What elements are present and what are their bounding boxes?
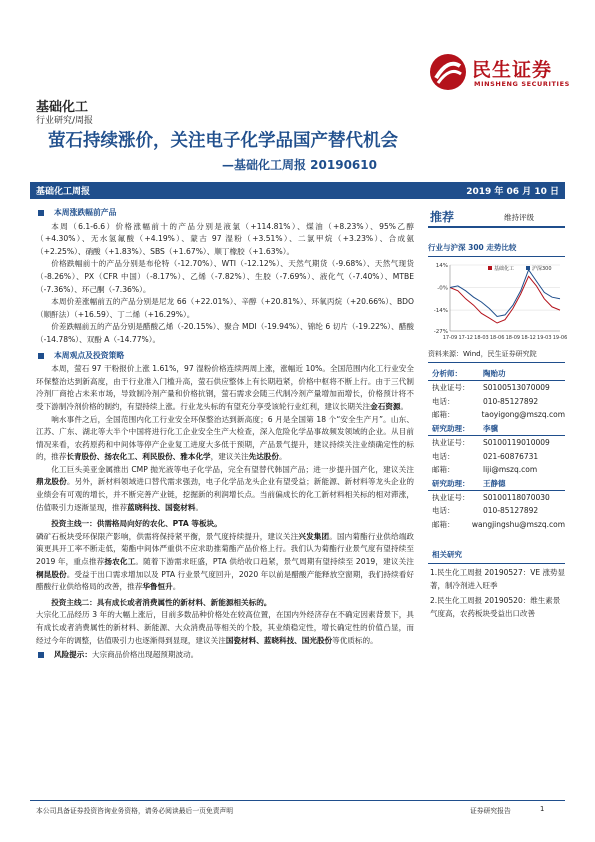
analyst-row	[428, 449, 565, 463]
paragraph: 化工巨头美亚金属推出 CMP 抛光液等电子化学品，完全有望替代韩国产品；进一步提升国产化，建议关注鼎龙股份。另外，新材料领域进口替代需求强劲，电子化学品龙头企业有望受益；新能源、新材料等龙头企业的业绩会有可观的增长，并不断完善产业链，挖掘新的利润增长点。当前偏成长的化工新材料相关标的相对滞涨，估值吸引力逐渐显现，推荐蓝晓科技、国瓷材料。	[36, 464, 415, 512]
legend-swatch	[488, 266, 492, 270]
section-heading	[36, 350, 414, 363]
report-subtitle: —基础化工周报 20190610	[222, 158, 377, 172]
analyst-row	[428, 381, 565, 395]
text-run: 大宗化工品经历 3 年的大幅上涨后，目前多数品种价格处在较高位置，在国内外经济存在不确定因素背景下，具有成长或者消费属性的新材料、新能源、大众消费品等相关的个股，其业绩稳定性，增长确定性的价值凸显，而经过今年的调整，估值吸引力也逐渐得到显现，建议关注	[36, 610, 414, 645]
field-value: S0100513070009	[483, 383, 550, 393]
related-research-item[interactable]: 1.民生化工周报 20190527：VE 涨势显著，制冷剂进入旺季	[430, 568, 565, 591]
field-value: 010-85127892	[483, 396, 539, 406]
page-number: 1	[540, 805, 545, 813]
investment-line-title: 投资主线二：具有成长或者消费属性的新材料、新能源相关标的。	[51, 597, 272, 607]
section-heading	[36, 207, 414, 220]
field-label: 执业证号：	[432, 383, 470, 393]
analyst-row	[428, 491, 565, 505]
paragraph: 响水事件之后，全国范围内化工行业安全环保整治达到新高度；6 月是全国第 18 个“安全生产月”。山东、江苏、广东、湖北等大半个中国将进行化工企业安全生产大检查，深入危险化学品事故频发领域的企业。从目前情况来看，农药原药和中间体等停产企业复工进度大多低于预期，产品景气提升，建议持续关注业绩确定性的标的，推荐长青股份、扬农化工、利民股份、雅本化学，建议关注先达股份。	[36, 414, 414, 462]
report-type: 行业研究/周报	[36, 116, 94, 126]
square-bullet-icon	[38, 353, 44, 359]
analyst-role: 分析师：	[432, 369, 462, 378]
text-run: 等优质标的。	[332, 635, 378, 645]
text-run: 响水事件之后，全国范围内化工行业安全环保整治达到新高度；6 月是全国第 18 个“安全生产月”。山东、江苏、广东、湖北等大半个中国将进行化工企业安全生产大检查，深入危险化学品事故频发领域的企业。从目前情况来看，农药原药和中间体等停产企业复工进度大多低于预期，产品景气提升，建议持续关注业绩确定性的标的，推荐	[36, 414, 414, 462]
y-tick-label: -14%	[433, 308, 448, 315]
chart-source: 资料来源：Wind，民生证券研究院	[428, 349, 565, 363]
sidebar	[428, 206, 568, 620]
stock-highlight: 金石资源	[370, 401, 401, 411]
x-tick-label: 17-12	[458, 335, 473, 341]
square-bullet-icon	[38, 652, 44, 658]
section-title: 本周涨跌幅前产品	[54, 208, 117, 217]
text-run: 。随着下游需求旺盛，PTA 供给收口趋紧，景气周期有望持续至 2019，建议关注	[135, 557, 414, 567]
stock-highlight: 长青股份、扬农化工、利民股份、雅本化学	[66, 452, 211, 462]
analyst-name: 王静德	[483, 478, 506, 488]
analyst-block	[428, 367, 565, 531]
stock-highlight: 兴发集团	[298, 531, 330, 541]
chart-title: 行业与沪深 300 走势比较	[428, 242, 565, 257]
footer-disclaimer: 本公司具备证券投资咨询业务资格，请务必阅读最后一页免责声明	[36, 807, 234, 815]
band-date: 2019 年 06 月 10 日	[466, 187, 559, 197]
paragraph: 本周，萤石 97 干粉报价上涨 1.61%，97 湿粉价格连续两周上涨，涨幅近 10%。全国范围内化工行业安全环保整治达到新高度，由于行业准入门槛升高，萤石供应整体上有长期趋紧，价格中枢将不断上行。由于三代制冷剂厂商抢占未来市场，导致制冷剂产量和价格抗钢，萤石需求会随三代制冷剂产量增加而增长，价格预计将不受下游制冷剂价格的制约，有望持续上涨。行业龙头标的有望充分享受该轮行业红利，建议长期关注金石资源。	[36, 364, 414, 411]
stock-highlight: 鼎龙股份	[36, 477, 67, 487]
field-label: 电话：	[432, 396, 455, 406]
x-tick-label: 18-09	[505, 335, 521, 341]
field-label: 邮箱：	[432, 520, 455, 530]
x-tick-label: 18-06	[489, 335, 505, 341]
stock-highlight: 国瓷材料、蓝晓科技、国光股份	[225, 635, 333, 645]
field-value: 021-60876731	[483, 451, 539, 461]
field-label: 执业证号：	[432, 492, 470, 502]
square-bullet-icon	[38, 210, 44, 216]
analyst-row	[428, 518, 565, 532]
stock-highlight: 桐昆股份	[36, 569, 67, 579]
x-tick-label: 19-03	[537, 335, 552, 341]
related-research-item[interactable]: 2.民生化工周报 20190520：维生素景气度高，农药板块受益出口改善	[430, 596, 561, 619]
analyst-heading	[428, 367, 565, 381]
analyst-row	[428, 395, 565, 409]
x-tick-label: 18-12	[521, 335, 536, 341]
legend-label: 基础化工	[494, 266, 515, 272]
analyst-heading	[428, 477, 565, 491]
paragraph: 本周（6.1-6.6）价格涨幅前十的产品分别是液氯（+114.81%）、煤油（+8.23%）、95%乙醇（+4.30%）、无水氢氟酸（+4.19%）、蒙古 97 湿粉（+3.51%）、二氯甲烷（+3.23%）、合成氨（+2.25%）、硝酸（+1.83%）、SBS（+1.67%）、顺丁橡胶（+1.63%）。	[36, 221, 414, 256]
footer-divider	[30, 800, 565, 801]
paragraph: 价格跌幅前十的产品分别是布伦特（-12.70%）、WTI（-12.12%）、天然气期货（-9.68%）、天然气现货（-8.26%）、PX（CFR 中国）（-8.17%）、乙烯（-7.82%）、生胶（-7.69%）、液化气（-7.40%）、MTBE（-7.36%）、环己酮（-7.36%）。	[36, 259, 414, 294]
footer-label: 证券研究报告	[470, 807, 511, 815]
section-title: 本周观点及投资策略	[54, 350, 125, 360]
logo-text-en: MINSHENG SECURITIES	[474, 80, 570, 88]
risk-text: 大宗商品价格出现超预期波动。	[91, 650, 199, 660]
text-run: 化工巨头美亚金属推出 CMP 抛光液等电子化学品，完全有望替代韩国产品；进一步提升国产化，建议关注	[51, 464, 414, 474]
email-link[interactable]: wangjingshu@mszq.com	[471, 520, 565, 530]
sector-name: 基础化工	[36, 100, 89, 115]
stock-highlight: 华鲁恒升	[142, 582, 173, 592]
analyst-heading	[428, 422, 565, 436]
analyst-role: 研究助理：	[432, 478, 470, 488]
email-link[interactable]: liji@mszq.com	[483, 465, 538, 475]
field-value: S0100118070030	[483, 492, 550, 502]
text-run: 磷矿石板块受环保限产影响，供需将保持紧平衡，景气度持续提升，建议关注	[36, 531, 299, 541]
trend-chart	[428, 259, 568, 345]
field-label: 邮箱：	[432, 410, 455, 420]
x-tick-label: 17-09	[442, 335, 458, 341]
field-label: 邮箱：	[432, 465, 455, 475]
x-tick-label: 19-06	[552, 335, 568, 341]
y-tick-label: 14%	[435, 263, 448, 269]
text-run: 。受益于出口需求增加以及 PTA 行业景气度回升，2020 年以前是醋酸产能释放空窗期，我们持续看好醋酸行业供给格局的改善，推荐	[36, 569, 415, 592]
trend-chart-svg	[428, 259, 568, 345]
field-label: 执业证号：	[432, 438, 470, 448]
series-line-0	[450, 276, 560, 323]
rating-label: 推荐	[430, 210, 455, 224]
text-run: ，建议关注	[210, 452, 249, 462]
logo-mark-icon	[428, 52, 468, 92]
series-line-1	[450, 270, 560, 317]
paragraph: 本周价差涨幅前五的产品分别是尼龙 66（+22.01%）、辛醇（+20.81%）、环氧丙烷（+20.66%）、BDO（顺酐法）（+16.59）、丁二烯（+16.29%）。	[36, 297, 414, 319]
x-tick-label: 18-03	[474, 335, 489, 341]
stock-highlight: 扬农化工	[104, 557, 136, 567]
field-value: S0100119010009	[483, 438, 550, 448]
text-run: 本周，萤石 97 干粉报价上涨 1.61%，97 湿粉价格连续两周上涨，涨幅近 10%。全国范围内化工行业安全环保整治达到新高度，由于行业准入门槛升高，萤石供应整体上有长期趋紧，价格中枢将不断上行。由于三代制冷剂厂商抢占未来市场，导致制冷剂产量和价格抗钢，萤石需求会随三代制冷剂产量增加而增长，价格预计将不受下游制冷剂价格的制约，有望持续上涨。行业龙头标的有望充分享受该轮行业红利，建议长期关注	[36, 364, 414, 411]
y-tick-label: -27%	[433, 329, 448, 335]
analyst-role: 研究助理：	[432, 423, 470, 433]
legend-label: 沪深300	[532, 266, 552, 272]
stock-highlight: 先达股份	[248, 452, 279, 462]
header-band	[30, 182, 565, 199]
report-title: 萤石持续涨价，关注电子化学品国产替代机会	[48, 131, 398, 151]
analyst-name: 李骥	[483, 423, 498, 433]
logo-text-cn: 民生证券	[472, 59, 553, 81]
stock-highlight: 蓝晓科技、国瓷材料	[127, 502, 196, 512]
paragraph: 磷矿石板块受环保限产影响，供需将保持紧平衡，景气度持续提升，建议关注兴发集团。国内菊酯行业供给端政策更具开工率不断走低，菊酯中间体严重供不应求助推菊酯产品价格上行。我们认为菊酯行业景气度有望持续至 2019 年，重点推荐扬农化工。随着下游需求旺盛，PTA 供给收口趋紧，景气周期有望持续至 2019，建议关注桐昆股份。受益于出口需求增加以及 PTA 行业景气度回升，2020 年以前是醋酸产能释放空窗期，我们持续看好醋酸行业供给格局的改善，推荐华鲁恒升。	[36, 531, 415, 592]
paragraph	[36, 609, 414, 647]
analyst-name: 陶贻功	[483, 369, 506, 378]
risk-title: 风险提示：	[54, 650, 92, 660]
text-run: 。另外，新材料领域进口替代需求强劲，电子化学品龙头企业有望受益；新能源、新材料等龙头企业的业绩会有可观的增长，并不断完善产业链，挖掘新的利润增长点。当前偏成长的化工新材料相关标的相对滞涨，估值吸引力逐渐显现，推荐	[36, 477, 415, 512]
y-tick-label: -0%	[437, 285, 448, 292]
analyst-row	[428, 408, 565, 422]
email-link[interactable]: taoyigong@mszq.com	[481, 410, 565, 420]
field-label: 电话：	[432, 506, 455, 516]
paragraph: 价差跌幅前五的产品分别是醋酸乙烯（-20.15%）、聚合 MDI（-19.94%）、锦纶 6 切片（-19.22%）、醋酸（-14.78%）、双酚 A（-14.77%）。	[36, 322, 414, 344]
band-report-name: 基础化工周报	[36, 187, 91, 197]
risk-section	[36, 649, 414, 662]
rating-row	[428, 206, 565, 228]
main-content	[36, 206, 414, 662]
related-research-title: 相关研究	[428, 549, 565, 564]
company-logo	[428, 52, 578, 96]
field-label: 电话：	[432, 451, 455, 461]
investment-line-title: 投资主线一：供需格局向好的农化、PTA 等板块。	[51, 519, 222, 529]
text-run: 。国内菊酯行业供给端政策更具开工率不断走低，菊酯中间体严重供不应求助推菊酯产品价格上行。我们认为菊酯行业景气度有望持续至 2019 年，重点推荐	[36, 531, 415, 567]
analyst-row	[428, 463, 565, 477]
analyst-row	[428, 436, 565, 450]
field-value: 010-85127892	[483, 506, 539, 516]
legend-swatch	[526, 266, 530, 270]
rating-value: 维持评级	[504, 213, 534, 222]
analyst-row	[428, 504, 565, 518]
